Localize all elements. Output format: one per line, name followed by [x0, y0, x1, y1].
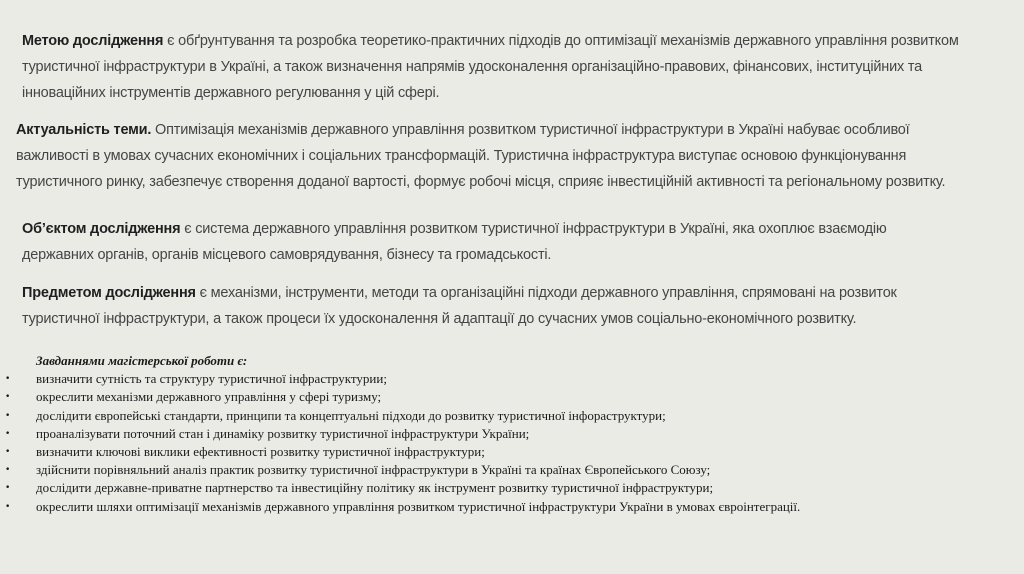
- bullet-icon: •: [5, 483, 11, 494]
- subject-label: Предметом дослідження: [22, 285, 196, 301]
- goal-text: є обґрунтування та розробка теоретико-практичних підходів до оптимізації механізмів державного управління розвитком туристичної інфраструктури в Україні, а також визначення напрямів удосконалення організаційно-правових, фінансових, інституційних та інноваційних інструментів державного регулювання у цій сфері.: [22, 33, 959, 101]
- bullet-icon: •: [5, 392, 11, 403]
- task-text: дослідити європейські стандарти, принципи та концептуальні підходи до розвитку туристичної інфораструктури;: [36, 407, 666, 423]
- goal-paragraph: [22, 28, 982, 106]
- goal-label: Метою дослідження: [22, 33, 164, 49]
- bullet-icon: •: [5, 428, 11, 439]
- subject-paragraph: [22, 280, 922, 332]
- task-text: визначити сутність та структуру туристичної інфраструктурии;: [36, 371, 387, 387]
- object-text: є система державного управління розвитком туристичної інфраструктури в Україні, яка охоплює взаємодію державних органів, органів місцевого самоврядування, бізнесу та громадськості.: [22, 221, 887, 263]
- bullet-icon: •: [5, 501, 11, 512]
- task-text: проаналізувати поточний стан і динаміку розвитку туристичної інфраструктури України;: [36, 425, 530, 441]
- relevance-text: Оптимізація механізмів державного управління розвитком туристичної інфраструктури в Україні набуває особливої важливості в умовах сучасних економічних і соціальних трансформацій. Туристична інфраструктура виступає основою функціонування туристичного ринку, забезпечує створення доданої вартості, формує робочі місця, сприяє інвестиційній активності та регіональному розвитку.: [16, 122, 946, 190]
- bullet-icon: •: [5, 465, 11, 476]
- task-item: [0, 443, 1000, 461]
- task-text: дослідити державне-приватне партнерство та інвестиційну політику як інструмент розвитку туристичної інфраструктури;: [36, 480, 714, 496]
- bullet-icon: •: [5, 447, 11, 458]
- task-list: [0, 370, 1000, 516]
- object-label: Об’єктом дослідження: [22, 221, 181, 237]
- task-item: [0, 370, 1000, 388]
- relevance-label: Актуальність теми.: [16, 122, 152, 138]
- bullet-icon: •: [5, 374, 11, 385]
- object-paragraph: [22, 216, 922, 268]
- task-text: окреслити шляхи оптимізації механізмів державного управління розвитком туристичної інфраструктури України в умовах євроінтеграції.: [36, 498, 801, 514]
- task-item: [0, 407, 1000, 425]
- task-item: [0, 461, 1000, 479]
- task-item: [0, 388, 1000, 406]
- relevance-paragraph: [16, 117, 976, 195]
- tasks-heading: Завданнями магістерської роботи є:: [36, 353, 248, 368]
- bullet-icon: •: [5, 410, 11, 421]
- task-item: [0, 479, 1000, 497]
- task-item: [0, 425, 1000, 443]
- task-text: здійснити порівняльний аналіз практик розвитку туристичної інфраструктури в Україні та країнах Європейського Союзу;: [36, 462, 711, 478]
- task-text: визначити ключові виклики ефективності розвитку туристичної інфраструктури;: [36, 444, 485, 460]
- task-text: окреслити механізми державного управління у сфері туризму;: [36, 389, 382, 405]
- subject-text: є механізми, інструменти, методи та організаційні підходи державного управління, спрямовані на розвиток туристичної інфраструктури, а також процеси їх удосконалення й адаптації до сучасних умов соціально-економічного розвитку.: [22, 285, 897, 327]
- tasks-section: [0, 352, 1000, 516]
- task-item: [0, 498, 1000, 516]
